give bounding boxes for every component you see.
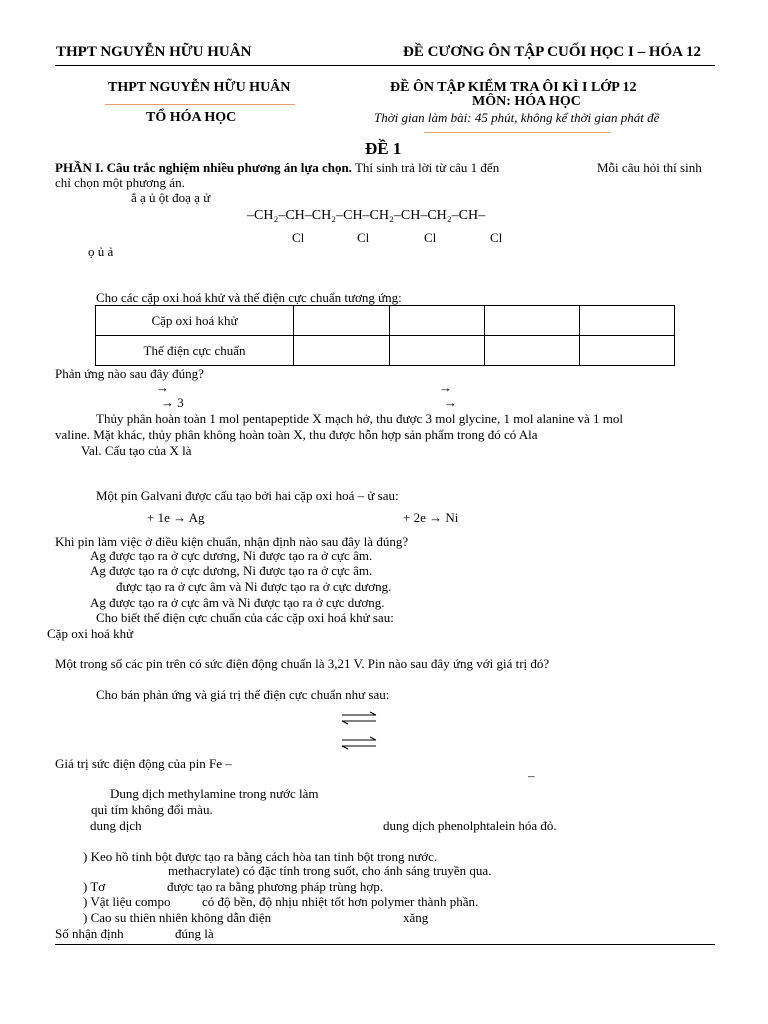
exam-dept: TỔ HÓA HỌC — [146, 110, 237, 125]
part1-instr: Thí sinh trả lời từ câu 1 đến — [351, 160, 500, 175]
table-cell — [485, 336, 580, 366]
q7-b: quì tím không đổi màu. — [91, 802, 213, 817]
q2-question: Phản ứng nào sau đây đúng? — [55, 366, 204, 381]
q7-a: Dung dịch methylamine trong nước làm — [110, 786, 319, 801]
part1-instruction — [55, 160, 499, 176]
table-cell — [294, 336, 390, 366]
part1-instr2: chỉ chọn một phương án. — [55, 175, 185, 190]
potential-table — [95, 305, 675, 366]
q2-arrow-c: → 3 — [161, 395, 184, 410]
q8-question: Số nhận định — [55, 926, 124, 941]
q4-eq2: + 2e → Ni — [403, 510, 459, 525]
header-school: THPT NGUYỄN HỮU HUÂN — [56, 44, 252, 60]
q8-a: ) Keo hồ tinh bột được tạo ra bằng cách hòa tan tinh bột trong nước. — [83, 849, 438, 864]
q5-intro: Cho biết thế điện cực chuẩn của các cặp oxi hoá khử sau: — [96, 610, 394, 625]
table-cell — [580, 336, 675, 366]
q2-intro: Cho các cặp oxi hoá khử và thế điện cực chuẩn tương ứng: — [96, 290, 402, 305]
q8-d2: có độ bền, độ nhịu nhiệt tốt hơn polymer thành phần. — [202, 894, 479, 909]
q6-question: Giá trị sức điện động của pin Fe – — [55, 756, 232, 771]
q8-b: methacrylate) có đặc tính trong suốt, cho ánh sáng truyền qua. — [168, 863, 492, 878]
q1-fragment-2: ọ ủ ả — [88, 244, 114, 259]
equilibrium-arrow-1 — [340, 711, 378, 725]
cl-2: Cl — [357, 230, 370, 245]
exam-title: ĐỀ ÔN TẬP KIỂM TRA ÔI KÌ I LỚP 12 — [390, 80, 637, 95]
exam-subject: MÔN: HÓA HỌC — [472, 94, 581, 109]
cl-4: Cl — [490, 230, 503, 245]
q5-pair-label: Cặp oxi hoá khử — [47, 626, 134, 641]
table-row-label-potential: Thế điện cực chuẩn — [96, 336, 294, 366]
q7-d: dung dịch phenolphtalein hóa đỏ. — [383, 818, 557, 833]
q4-option-b: Ag được tạo ra ở cực dương, Ni được tạo ra ở cực âm. — [90, 563, 373, 578]
q2-arrow-d: → — [444, 395, 457, 410]
footer-rule — [55, 944, 715, 945]
q4-intro: Một pin Galvani được cấu tạo bởi hai cặp oxi hoá – ử sau: — [96, 488, 399, 503]
q4-eq1: + 1e → Ag — [147, 510, 205, 525]
q4-option-c: được tạo ra ở cực âm và Ni được tạo ra ở cực dương. — [116, 579, 392, 594]
header-doc-title: ĐỀ CƯƠNG ÔN TẬP CUỐI HỌC I – HÓA 12 — [403, 44, 701, 60]
part1-instr-right: Mỗi câu hỏi thí sinh — [597, 160, 702, 175]
time-underline — [424, 132, 611, 133]
header-rule — [55, 65, 715, 66]
q8-question-2: đúng là — [175, 926, 214, 941]
q3-line2: valine. Mặt khác, thủy phân không hoàn toàn X, thu được hỗn hợp sản phẩm trong đó có Ala — [55, 427, 538, 442]
school-underline — [105, 104, 295, 105]
q3-line1: Thủy phân hoàn toàn 1 mol pentapeptide X mạch hở, thu được 3 mol glycine, 1 mol alanine và 1 mol — [96, 411, 623, 426]
table-cell — [485, 306, 580, 336]
q6-intro: Cho bán phản ứng và giá trị thế điện cực chuẩn như sau: — [96, 687, 390, 702]
table-row-label-pair: Cặp oxi hoá khử — [96, 306, 294, 336]
equilibrium-arrow-2 — [340, 736, 378, 750]
cl-1: Cl — [292, 230, 305, 245]
table-cell — [580, 306, 675, 336]
q8-d1: ) Vật liệu compo — [83, 894, 171, 909]
q8-e1: ) Cao su thiên nhiên không dẫn điện — [83, 910, 272, 925]
table-cell — [294, 306, 390, 336]
q5-question: Một trong số các pin trên có sức điện động chuẩn là 3,21 V. Pin nào sau đây ứng với giá trị đó? — [55, 656, 550, 671]
table-cell — [390, 306, 485, 336]
polymer-chain: –CH₂–CH–CH₂–CH–CH₂–CH–CH₂–CH– — [247, 208, 486, 223]
q2-arrow-a: → — [156, 380, 169, 395]
cl-3: Cl — [424, 230, 437, 245]
q4-question: Khi pin làm việc ở điều kiện chuẩn, nhận định nào sau đây là đúng? — [55, 534, 409, 549]
q8-c2: được tạo ra bằng phương pháp trùng hợp. — [167, 879, 383, 894]
part1-label: PHẦN I. Câu trắc nghiệm nhiều phương án lựa chọn. — [55, 160, 352, 175]
q8-e2: xăng — [403, 910, 429, 925]
q8-c1: ) Tơ — [83, 879, 106, 894]
q6-dash: – — [528, 768, 535, 783]
exam-school: THPT NGUYỄN HỮU HUÂN — [108, 80, 291, 95]
q7-c: dung dịch — [90, 818, 142, 833]
exam-time: Thời gian làm bài: 45 phút, không kể thời gian phát đề — [374, 110, 660, 125]
q2-arrow-b: → — [439, 380, 452, 395]
q3-line3: Val. Cấu tạo của X là — [81, 443, 192, 458]
table-cell — [390, 336, 485, 366]
q1-fragment: ắ ạ ủ ột đoạ ạ ử — [131, 190, 211, 205]
q4-option-a: Ag được tạo ra ở cực dương, Ni được tạo ra ở cực âm. — [90, 548, 373, 563]
exam-number: ĐỀ 1 — [365, 139, 402, 158]
q4-option-d: Ag được tạo ra ở cực âm và Ni được tạo ra ở cực dương. — [90, 595, 385, 610]
